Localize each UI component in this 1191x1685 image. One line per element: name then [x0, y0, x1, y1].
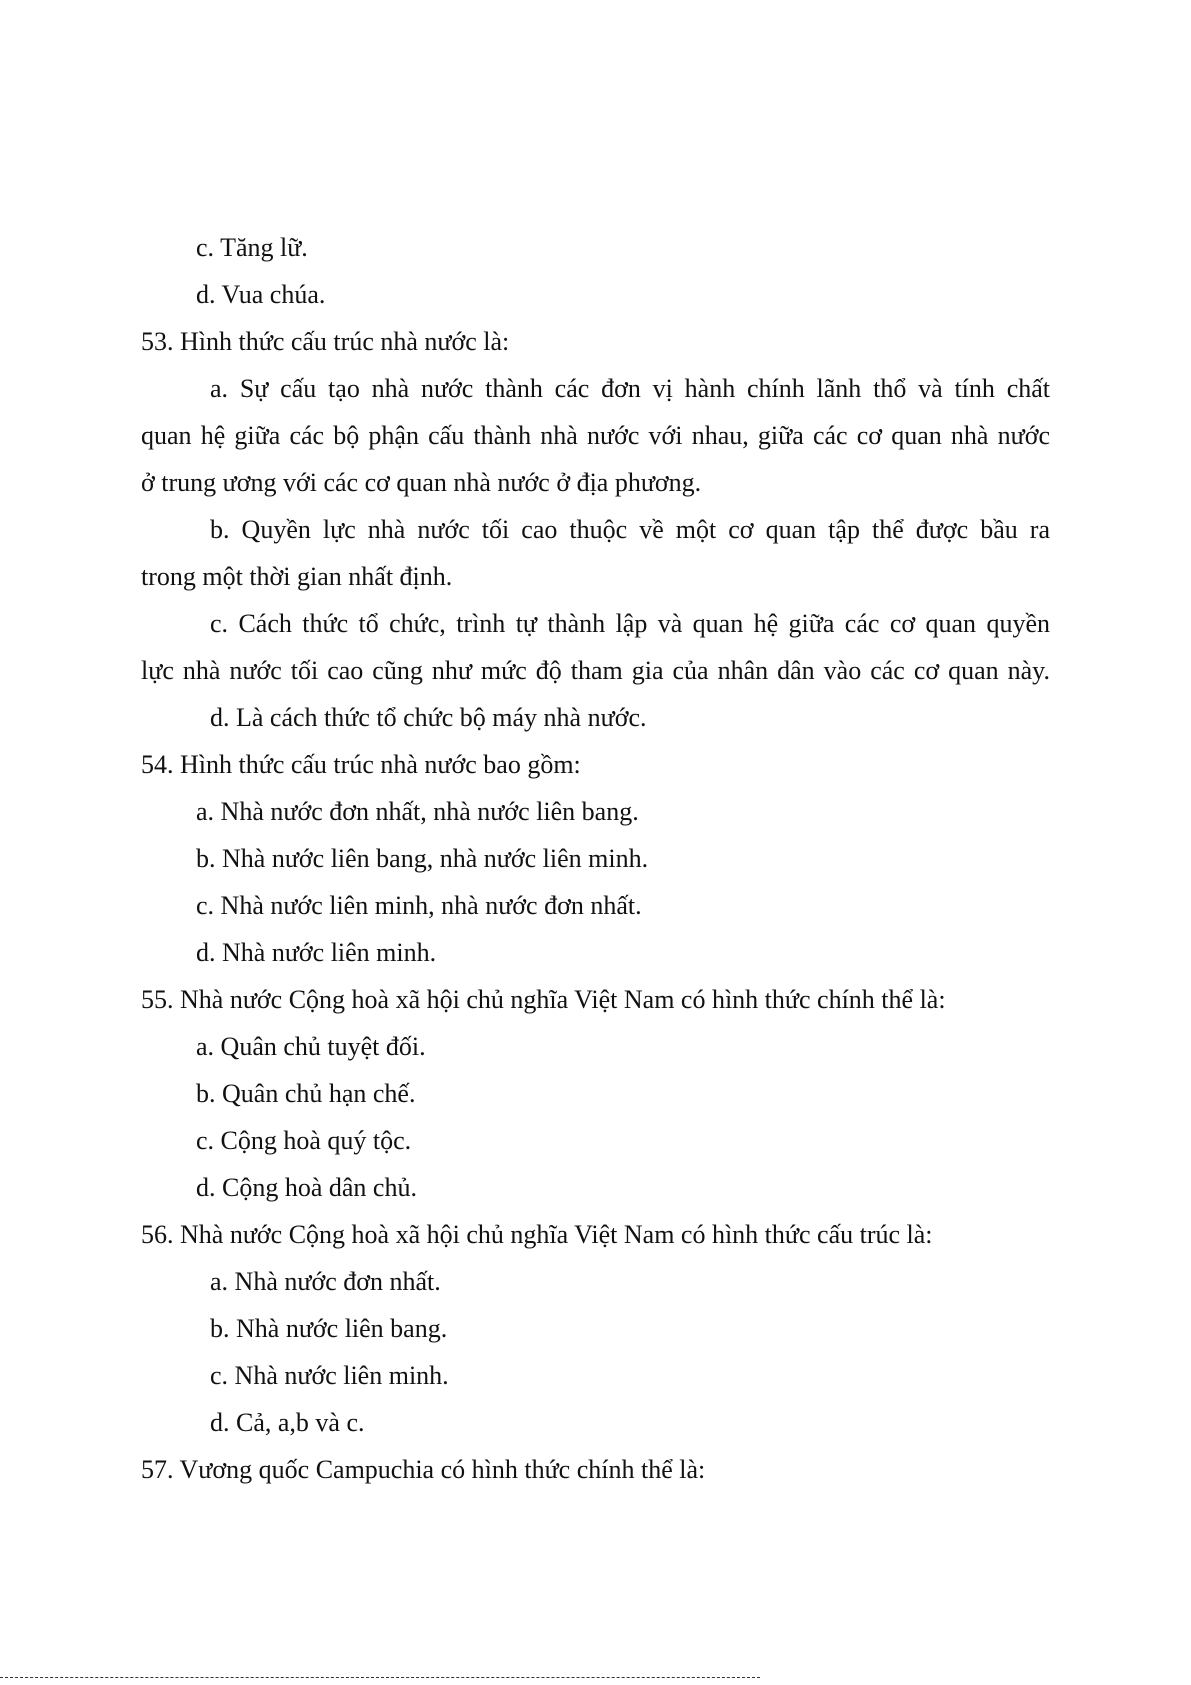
option-56d: d. Cả, a,b và c.	[210, 1408, 365, 1437]
option-52c: c. Tăng lữ.	[196, 233, 308, 262]
option-53a-line2: quan hệ giữa các bộ phận cấu thành nhà nước với nhau, giữa các cơ quan nhà nước	[141, 421, 1050, 450]
option-52d: d. Vua chúa.	[196, 280, 326, 309]
question-55: 55. Nhà nước Cộng hoà xã hội chủ nghĩa Việt Nam có hình thức chính thể là:	[141, 985, 946, 1014]
option-55b: b. Quân chủ hạn chế.	[196, 1079, 416, 1108]
question-54: 54. Hình thức cấu trúc nhà nước bao gồm:	[141, 750, 581, 779]
option-54d: d. Nhà nước liên minh.	[196, 938, 437, 967]
question-56: 56. Nhà nước Cộng hoà xã hội chủ nghĩa Việt Nam có hình thức cấu trúc là:	[141, 1220, 933, 1249]
option-55c: c. Cộng hoà quý tộc.	[196, 1126, 412, 1155]
question-53: 53. Hình thức cấu trúc nhà nước là:	[141, 327, 510, 356]
option-56b: b. Nhà nước liên bang.	[210, 1314, 448, 1343]
option-54a: a. Nhà nước đơn nhất, nhà nước liên bang.	[196, 797, 639, 826]
option-53c-line2: lực nhà nước tối cao cũng như mức độ tham gia của nhân dân vào các cơ quan này.	[141, 656, 1050, 685]
option-53c-line1: c. Cách thức tổ chức, trình tự thành lập và quan hệ giữa các cơ quan quyền	[210, 609, 1050, 638]
option-54c: c. Nhà nước liên minh, nhà nước đơn nhất.	[196, 891, 642, 920]
option-54b: b. Nhà nước liên bang, nhà nước liên minh.	[196, 844, 649, 873]
option-55a: a. Quân chủ tuyệt đối.	[196, 1032, 426, 1061]
option-56c: c. Nhà nước liên minh.	[210, 1361, 449, 1390]
option-53a-line3: ở trung ương với các cơ quan nhà nước ở địa phương.	[141, 468, 702, 497]
option-53d: d. Là cách thức tổ chức bộ máy nhà nước.	[210, 703, 647, 732]
option-53b-line1: b. Quyền lực nhà nước tối cao thuộc về một cơ quan tập thể được bầu ra	[210, 515, 1050, 544]
page-bottom-rule	[0, 1677, 760, 1678]
option-53b-line2: trong một thời gian nhất định.	[141, 562, 453, 591]
option-56a: a. Nhà nước đơn nhất.	[210, 1267, 441, 1296]
option-55d: d. Cộng hoà dân chủ.	[196, 1173, 417, 1202]
option-53a-line1: a. Sự cấu tạo nhà nước thành các đơn vị hành chính lãnh thổ và tính chất	[210, 374, 1050, 403]
question-57: 57. Vương quốc Campuchia có hình thức chính thể là:	[141, 1455, 706, 1484]
